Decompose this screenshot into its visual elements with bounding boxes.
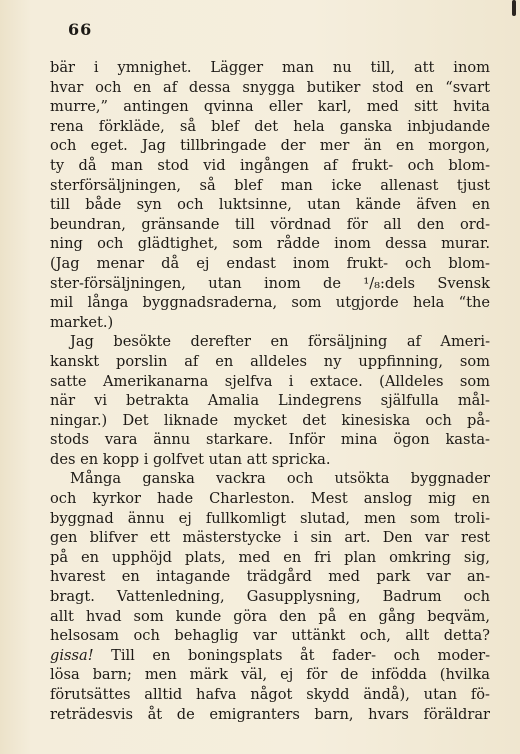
text-line: helsosam och behaglig var uttänkt och, allt detta? (50, 627, 490, 645)
text-line: rena förkläde, så blef det hela ganska inbjudande (50, 117, 490, 135)
text-line: på en upphöjd plats, med en fri plan omkring sig, (50, 548, 490, 566)
text-line: byggnad ännu ej fullkomligt slutad, men som troli- (50, 509, 490, 527)
text-line: gen blifver ett mästerstycke i sin art. Den var rest (50, 529, 490, 547)
text-line: murre,” antingen qvinna eller karl, med sitt hvita (50, 98, 490, 116)
text-line: lösa barn; men märk väl, ej för de infödda (hvilka (50, 666, 490, 684)
text-line: mil långa byggnadsraderna, som utgjorde hela “the (50, 294, 490, 312)
text-line: allt hvad som kunde göra den på en gång beqväm, (50, 607, 490, 625)
text-line: market.) (50, 313, 114, 331)
text-line: till både syn och luktsinne, utan kände äfven en (50, 196, 490, 214)
text-line: Många ganska vackra och utsökta byggnader (70, 470, 490, 488)
text-line: reträdesvis åt de emigranters barn, hvars föräldrar (50, 705, 490, 723)
text-line: bär i ymnighet. Lägger man nu till, att inom (50, 59, 490, 76)
text-line: ningar.) Det liknade mycket det kinesiska och på- (50, 411, 490, 429)
emphasized-word: gissa! (50, 646, 94, 664)
text-line: hvar och en af dessa snygga butiker stod en “svart (50, 78, 490, 96)
text-line: satte Amerikanarna sjelfva i extace. (Alldeles som (50, 372, 490, 390)
text-line-with-emphasis (50, 646, 490, 666)
text-line: kanskt porslin af en alldeles ny uppfinning, som (50, 352, 490, 370)
page-edge-mark (512, 0, 516, 16)
page-number: 66 (68, 20, 93, 39)
text-line: Jag besökte derefter en försäljning af Ameri- (70, 333, 490, 351)
text-line: stods vara ännu starkare. Inför mina ögon kasta- (50, 431, 490, 449)
text-line: ty då man stod vid ingången af frukt- och blom- (50, 156, 490, 174)
text-line: ning och glädtighet, som rådde inom dessa murar. (50, 235, 490, 253)
text-line: och kyrkor hade Charleston. Mest anslog mig en (50, 490, 490, 508)
text-line: förutsättes alltid hafva något skydd ändå), utan fö- (50, 686, 490, 703)
text-line: sterförsäljningen, så blef man icke allenast tjust (50, 176, 490, 194)
text-line: bragt. Vattenledning, Gasupplysning, Badrum och (50, 588, 490, 606)
text-line: des en kopp i golfvet utan att spricka. (50, 450, 331, 468)
text-line: när vi betrakta Amalia Lindegrens själfulla mål- (50, 392, 490, 410)
text-line: ster-försäljningen, utan inom de ¹/₈:dels Svensk (50, 274, 490, 292)
text-line: hvarest en intagande trädgård med park var an- (50, 568, 490, 586)
text-line: beundran, gränsande till vördnad för all den ord- (50, 215, 490, 233)
text-line: (Jag menar då ej endast inom frukt- och blom- (50, 254, 490, 272)
text-line-rest: Till en boningsplats åt fader- och moder- (93, 646, 490, 664)
text-line: och eget. Jag tillbringade der mer än en morgon, (50, 137, 490, 155)
body-text (50, 58, 490, 724)
